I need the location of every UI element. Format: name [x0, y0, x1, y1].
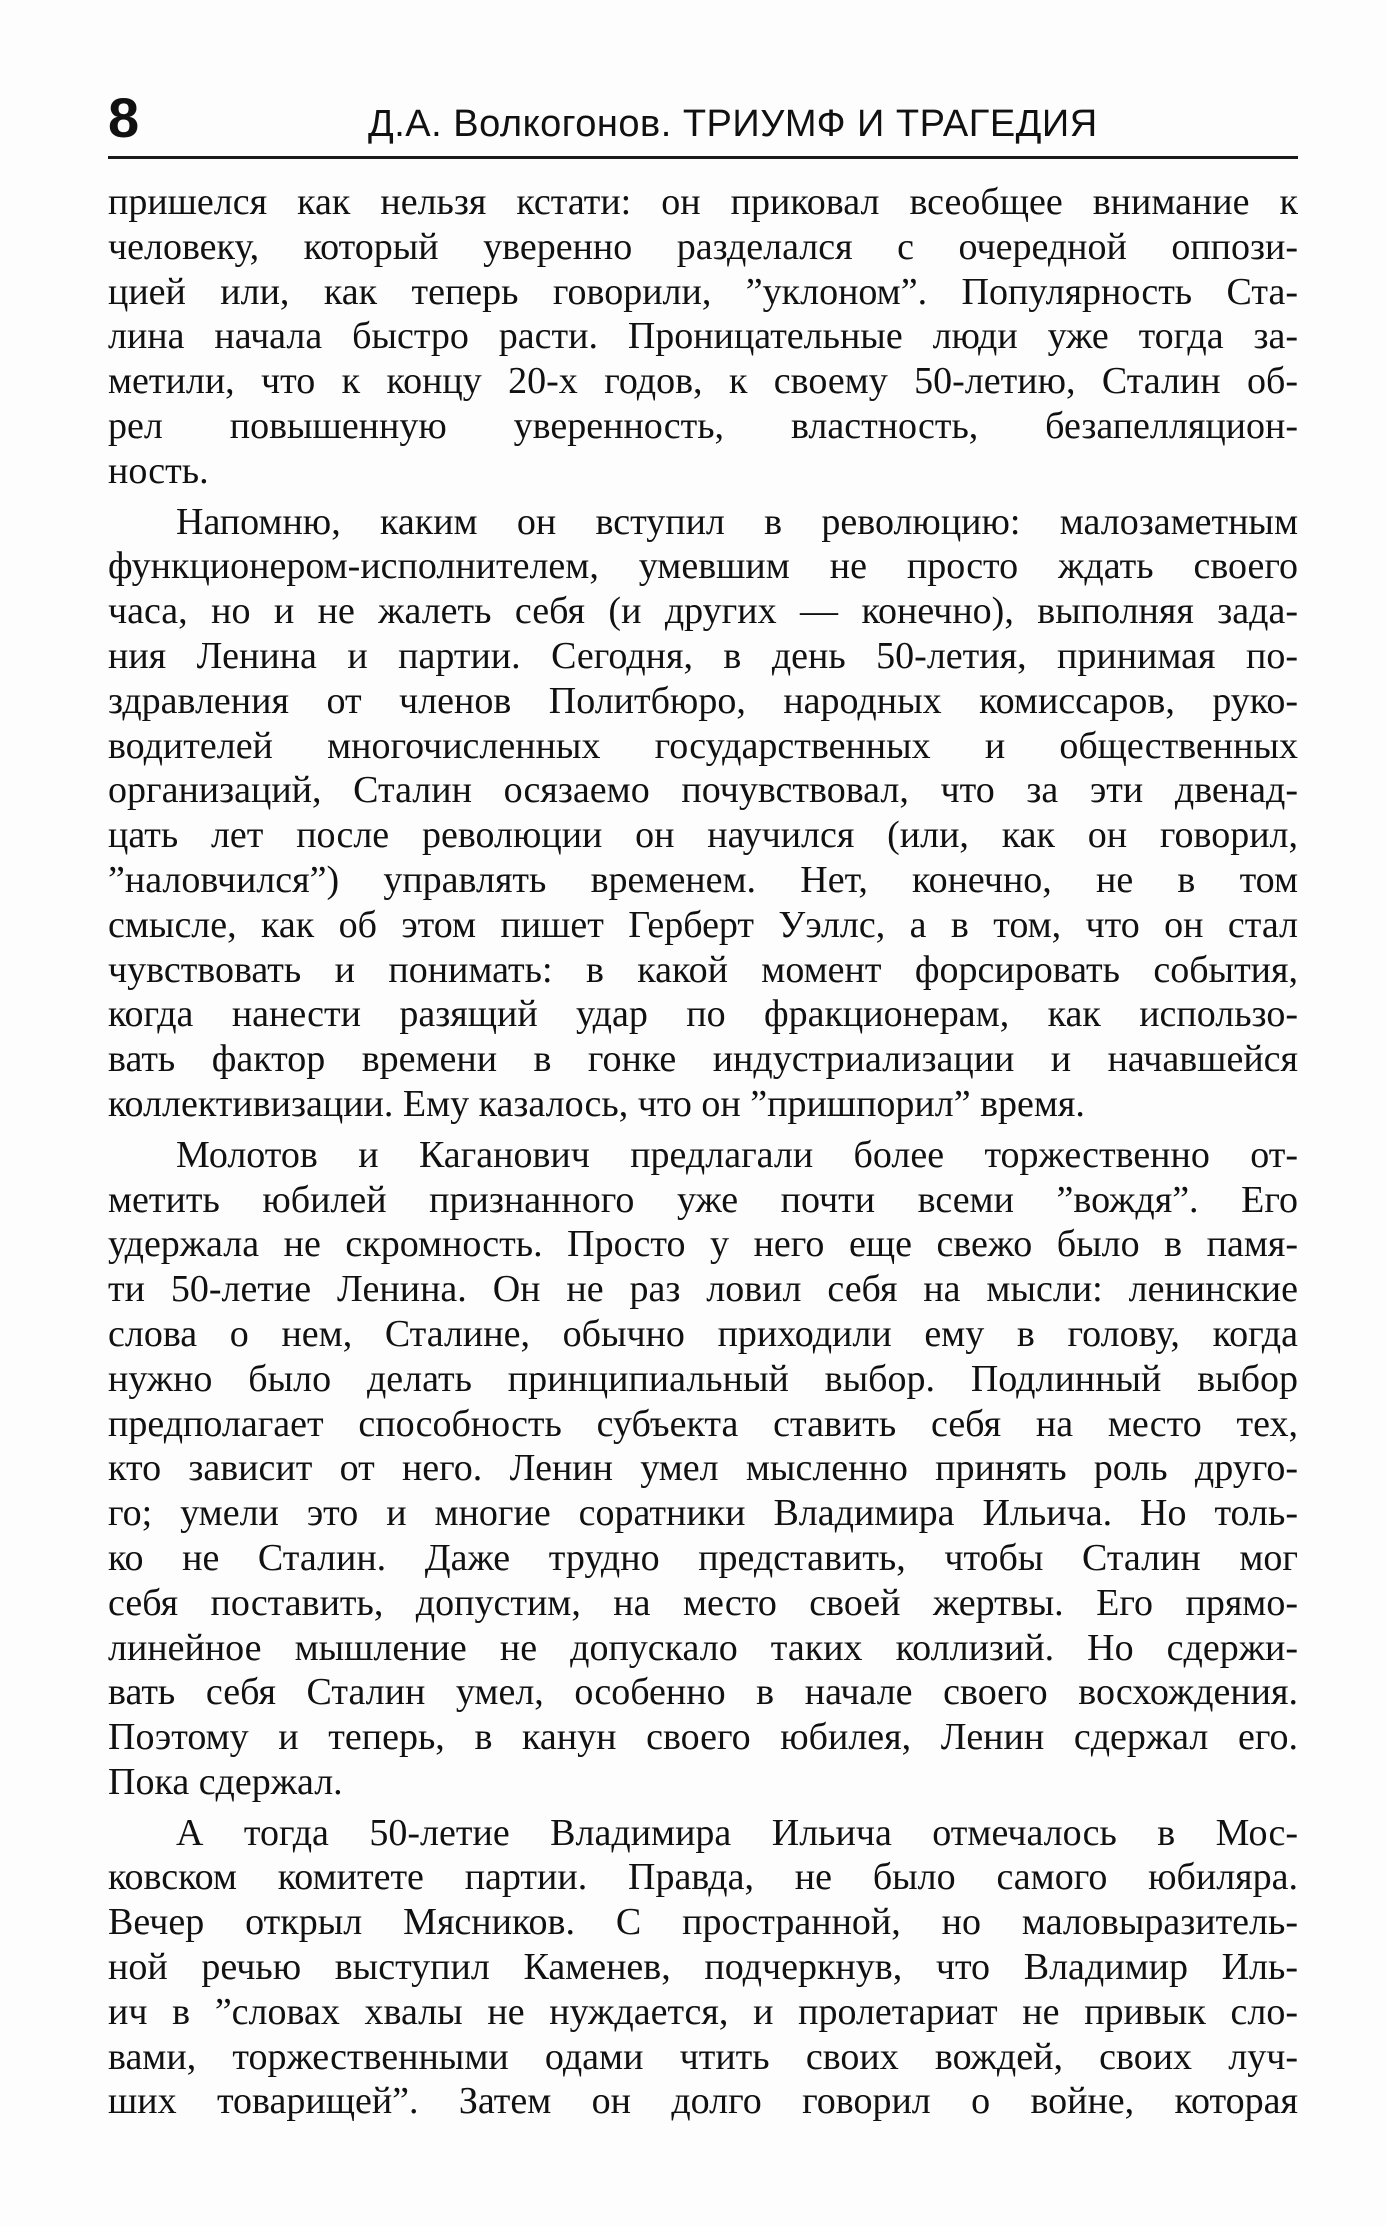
- text-line: часа, но и не жалеть себя (и других — конечно), выполняя зада-: [108, 590, 1298, 633]
- text-line: ти 50-летие Ленина. Он не раз ловил себя на мысли: ленинские: [108, 1268, 1298, 1311]
- text-line: ной речью выступил Каменев, подчеркнув, что Владимир Иль-: [108, 1946, 1298, 1989]
- page-number: 8: [108, 86, 140, 149]
- text-line: ния Ленина и партии. Сегодня, в день 50-летия, принимая по-: [108, 634, 1298, 677]
- text-line: вать себя Сталин умел, особенно в начале своего восхождения.: [108, 1671, 1298, 1714]
- text-line: рел повышенную уверенность, властность, безапелляцион-: [108, 404, 1298, 447]
- text-line: Пока сдержал.: [108, 1760, 343, 1803]
- body-text: [108, 180, 1298, 2130]
- text-line: чувствовать и понимать: в какой момент форсировать события,: [108, 948, 1298, 991]
- text-line: Напомню, каким он вступил в революцию: малозаметным: [176, 500, 1298, 543]
- text-line: цать лет после революции он научился (или, как он говорил,: [108, 814, 1298, 857]
- text-line: метили, что к концу 20-х годов, к своему 50-летию, Сталин об-: [108, 360, 1298, 403]
- text-line: ич в ”словах хвалы не нуждается, и пролетариат не привык сло-: [108, 1990, 1298, 2033]
- text-line: метить юбилей признанного уже почти всеми ”вождя”. Его: [108, 1178, 1298, 1221]
- text-line: цией или, как теперь говорили, ”уклоном”. Популярность Ста-: [108, 270, 1298, 313]
- text-line: Вечер открыл Мясников. С пространной, но маловыразитель-: [108, 1901, 1298, 1944]
- text-line: когда нанести разящий удар по фракционерам, как использо-: [108, 993, 1298, 1036]
- text-line: функционером-исполнителем, умевшим не просто ждать своего: [108, 545, 1298, 588]
- paragraph: [108, 180, 1298, 494]
- text-line: ”наловчился”) управлять временем. Нет, конечно, не в том: [108, 858, 1298, 901]
- text-line: вами, торжественными одами чтить своих вождей, своих луч-: [108, 2035, 1298, 2078]
- text-line: ность.: [108, 449, 209, 492]
- text-line: человеку, который уверенно разделался с очередной оппози-: [108, 225, 1298, 268]
- text-line: организаций, Сталин осязаемо почувствовал, что за эти двенад-: [108, 769, 1298, 812]
- text-line: коллективизации. Ему казалось, что он ”пришпорил” время.: [108, 1082, 1085, 1125]
- text-line: А тогда 50-летие Владимира Ильича отмечалось в Мос-: [176, 1811, 1298, 1854]
- text-line: кто зависит от него. Ленин умел мысленно принять роль друго-: [108, 1447, 1298, 1490]
- text-line: себя поставить, допустим, на место своей жертвы. Его прямо-: [108, 1581, 1298, 1624]
- paragraph: [108, 1811, 1298, 2125]
- text-line: пришелся как нельзя кстати: он приковал всеобщее внимание к: [108, 181, 1298, 223]
- text-line: слова о нем, Сталине, обычно приходили ему в голову, когда: [108, 1312, 1298, 1355]
- text-line: нужно было делать принципиальный выбор. Подлинный выбор: [108, 1357, 1298, 1400]
- text-line: линейное мышление не допускало таких коллизий. Но сдержи-: [108, 1626, 1298, 1669]
- text-line: смысле, как об этом пишет Герберт Уэллс, а в том, что он стал: [108, 903, 1298, 946]
- text-line: ших товарищей”. Затем он долго говорил о войне, которая: [108, 2080, 1298, 2123]
- text-line: ко не Сталин. Даже трудно представить, чтобы Сталин мог: [108, 1536, 1298, 1579]
- text-line: предполагает способность субъекта ставить себя на место тех,: [108, 1402, 1298, 1445]
- running-title: Д.А. Волкогонов. ТРИУМФ И ТРАГЕДИЯ: [368, 103, 1098, 145]
- text-line: Поэтому и теперь, в канун своего юбилея, Ленин сдержал его.: [108, 1716, 1298, 1759]
- text-line: Молотов и Каганович предлагали более торжественно от-: [176, 1133, 1298, 1176]
- text-line: водителей многочисленных государственных и общественных: [108, 724, 1298, 767]
- text-line: вать фактор времени в гонке индустриализации и начавшейся: [108, 1038, 1298, 1081]
- paragraph: [108, 1133, 1298, 1805]
- text-line: го; умели это и многие соратники Владимира Ильича. Но толь-: [108, 1492, 1298, 1535]
- text-line: ковском комитете партии. Правда, не было самого юбиляра.: [108, 1856, 1298, 1899]
- running-header: [108, 88, 1298, 159]
- text-line: лина начала быстро расти. Проницательные люди уже тогда за-: [108, 315, 1298, 358]
- text-line: здравления от членов Политбюро, народных комиссаров, руко-: [108, 679, 1298, 722]
- text-line: удержала не скромность. Просто у него еще свежо было в памя-: [108, 1223, 1298, 1266]
- paragraph: [108, 500, 1298, 1127]
